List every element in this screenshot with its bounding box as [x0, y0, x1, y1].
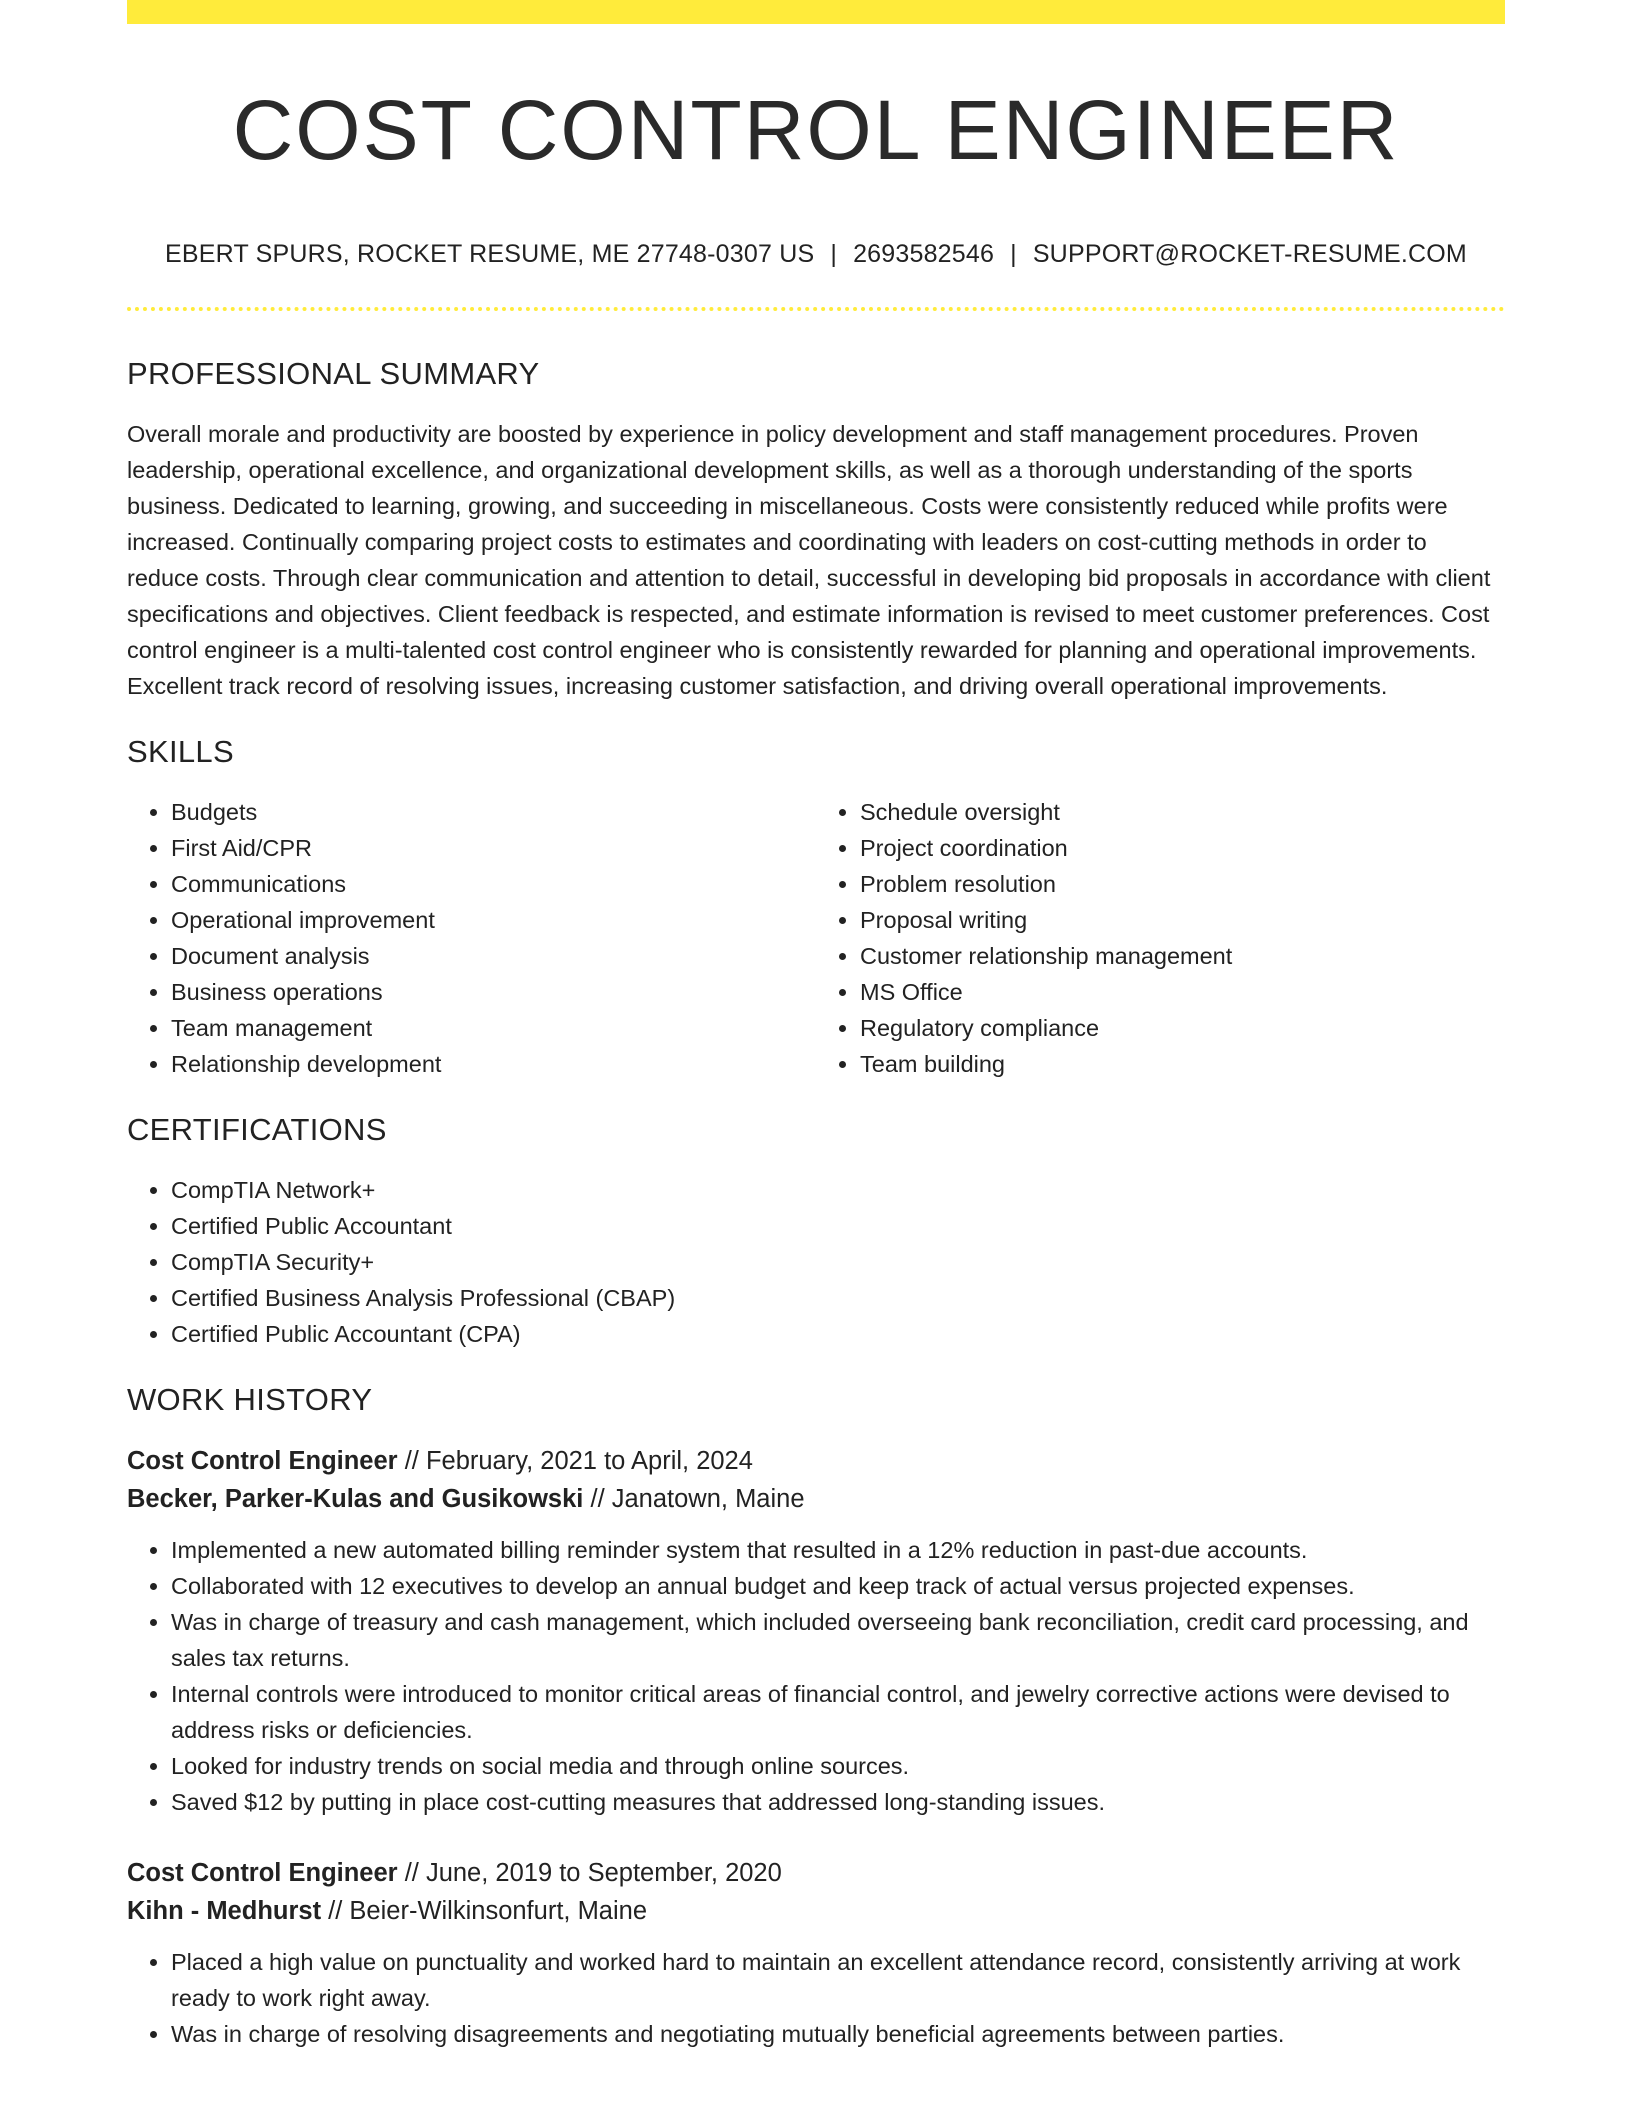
job-dates: // June, 2019 to September, 2020 — [404, 1859, 782, 1887]
contact-line — [127, 236, 1505, 272]
skill-item: • Business operations — [171, 974, 816, 1010]
section-heading: WORK HISTORY — [127, 1382, 373, 1417]
job-company: Kihn - Medhurst — [127, 1897, 322, 1925]
section-heading: PROFESSIONAL SUMMARY — [127, 356, 540, 391]
job-title: Cost Control Engineer — [127, 1859, 398, 1887]
skill-item: • Team management — [171, 1010, 816, 1046]
job-bullet: • Was in charge of resolving disagreements and negotiating mutually beneficial agreements between parties. — [171, 2016, 1505, 2052]
job-title-line — [127, 1854, 1505, 1892]
job-title: Cost Control Engineer — [127, 1447, 398, 1475]
contact-separator: | — [1010, 240, 1017, 268]
skill-item: • Communications — [171, 866, 816, 902]
certification-item: • CompTIA Security+ — [171, 1244, 1505, 1280]
skill-item: • Regulatory compliance — [860, 1010, 1505, 1046]
resume-body — [127, 352, 1505, 2086]
contact-address: EBERT SPURS, ROCKET RESUME, ME 27748-0307 US — [165, 240, 815, 268]
job-location: // Janatown, Maine — [590, 1485, 805, 1513]
work-history-section — [127, 1378, 1505, 2052]
skill-item: • Project coordination — [860, 830, 1505, 866]
job-bullet: • Placed a high value on punctuality and worked hard to maintain an excellent attendance record, consistently arriving at work ready to work right away. — [171, 1944, 1505, 2016]
skills-section — [127, 730, 1505, 1082]
skill-item: • MS Office — [860, 974, 1505, 1010]
job-title-line — [127, 1442, 1505, 1480]
job-dates: // February, 2021 to April, 2024 — [404, 1447, 753, 1475]
skills-list-right — [816, 794, 1505, 1082]
job-company-line — [127, 1480, 1505, 1518]
job-company-line — [127, 1892, 1505, 1930]
summary-text: Overall morale and productivity are boosted by experience in policy development and staff management procedures. Proven leadership, operational excellence, and organizational development skills, as well as a thorough understanding of the sports business. Dedicated to learning, growing, and succeeding in miscellaneous. Costs were consistently reduced while profits were increased. Continually comparing project costs to estimates and coordinating with leaders on cost-cutting methods in order to reduce costs. Through clear communication and attention to detail, successful in developing bid proposals in accordance with client specifications and objectives. Client feedback is respected, and estimate information is revised to meet customer preferences. Cost control engineer is a multi-talented cost control engineer who is consistently rewarded for planning and operational improvements. Excellent track record of resolving issues, increasing customer satisfaction, and driving overall operational improvements. — [127, 421, 1491, 699]
section-heading: SKILLS — [127, 734, 234, 769]
skill-item: • Document analysis — [171, 938, 816, 974]
skill-item: • Problem resolution — [860, 866, 1505, 902]
job-location: // Beier-Wilkinsonfurt, Maine — [328, 1897, 648, 1925]
job-bullet: • Implemented a new automated billing reminder system that resulted in a 12% reduction in past-due accounts. — [171, 1532, 1505, 1568]
skill-item: • Team building — [860, 1046, 1505, 1082]
resume-title: COST CONTROL ENGINEER — [232, 83, 1400, 177]
summary-section — [127, 352, 1505, 704]
skills-list-left — [127, 794, 816, 1082]
job-bullets — [127, 1532, 1505, 1820]
job-bullet: • Collaborated with 12 executives to develop an annual budget and keep track of actual versus projected expenses. — [171, 1568, 1505, 1604]
skill-item: • First Aid/CPR — [171, 830, 816, 866]
job-bullets — [127, 1944, 1505, 2052]
certification-item: • Certified Public Accountant (CPA) — [171, 1316, 1505, 1352]
job-entry — [127, 1442, 1505, 1820]
skill-item: • Proposal writing — [860, 902, 1505, 938]
skill-item: • Schedule oversight — [860, 794, 1505, 830]
job-company: Becker, Parker-Kulas and Gusikowski — [127, 1485, 584, 1513]
certification-item: • CompTIA Network+ — [171, 1172, 1505, 1208]
skill-item: • Relationship development — [171, 1046, 816, 1082]
contact-separator: | — [830, 240, 838, 268]
skill-item: • Budgets — [171, 794, 816, 830]
skill-item: • Customer relationship management — [860, 938, 1505, 974]
contact-phone: 2693582546 — [853, 240, 995, 268]
skills-columns — [127, 794, 1505, 1082]
skill-item: • Operational improvement — [171, 902, 816, 938]
job-bullet: • Internal controls were introduced to monitor critical areas of financial control, and jewelry corrective actions were devised to address risks or deficiencies. — [171, 1676, 1505, 1748]
job-bullet: • Looked for industry trends on social media and through online sources. — [171, 1748, 1505, 1784]
section-heading: CERTIFICATIONS — [127, 1112, 387, 1147]
job-bullet: • Was in charge of treasury and cash management, which included overseeing bank reconciliation, credit card processing, and sales tax returns. — [171, 1604, 1505, 1676]
job-bullet: • Saved $12 by putting in place cost-cutting measures that addressed long-standing issues. — [171, 1784, 1505, 1820]
certifications-list — [127, 1172, 1505, 1352]
certifications-section — [127, 1108, 1505, 1352]
accent-bar — [127, 0, 1505, 24]
dotted-divider — [127, 307, 1505, 311]
certification-item: • Certified Business Analysis Professional (CBAP) — [171, 1280, 1505, 1316]
contact-email: SUPPORT@ROCKET-RESUME.COM — [1032, 240, 1467, 268]
job-entry — [127, 1854, 1505, 2052]
certification-item: • Certified Public Accountant — [171, 1208, 1505, 1244]
